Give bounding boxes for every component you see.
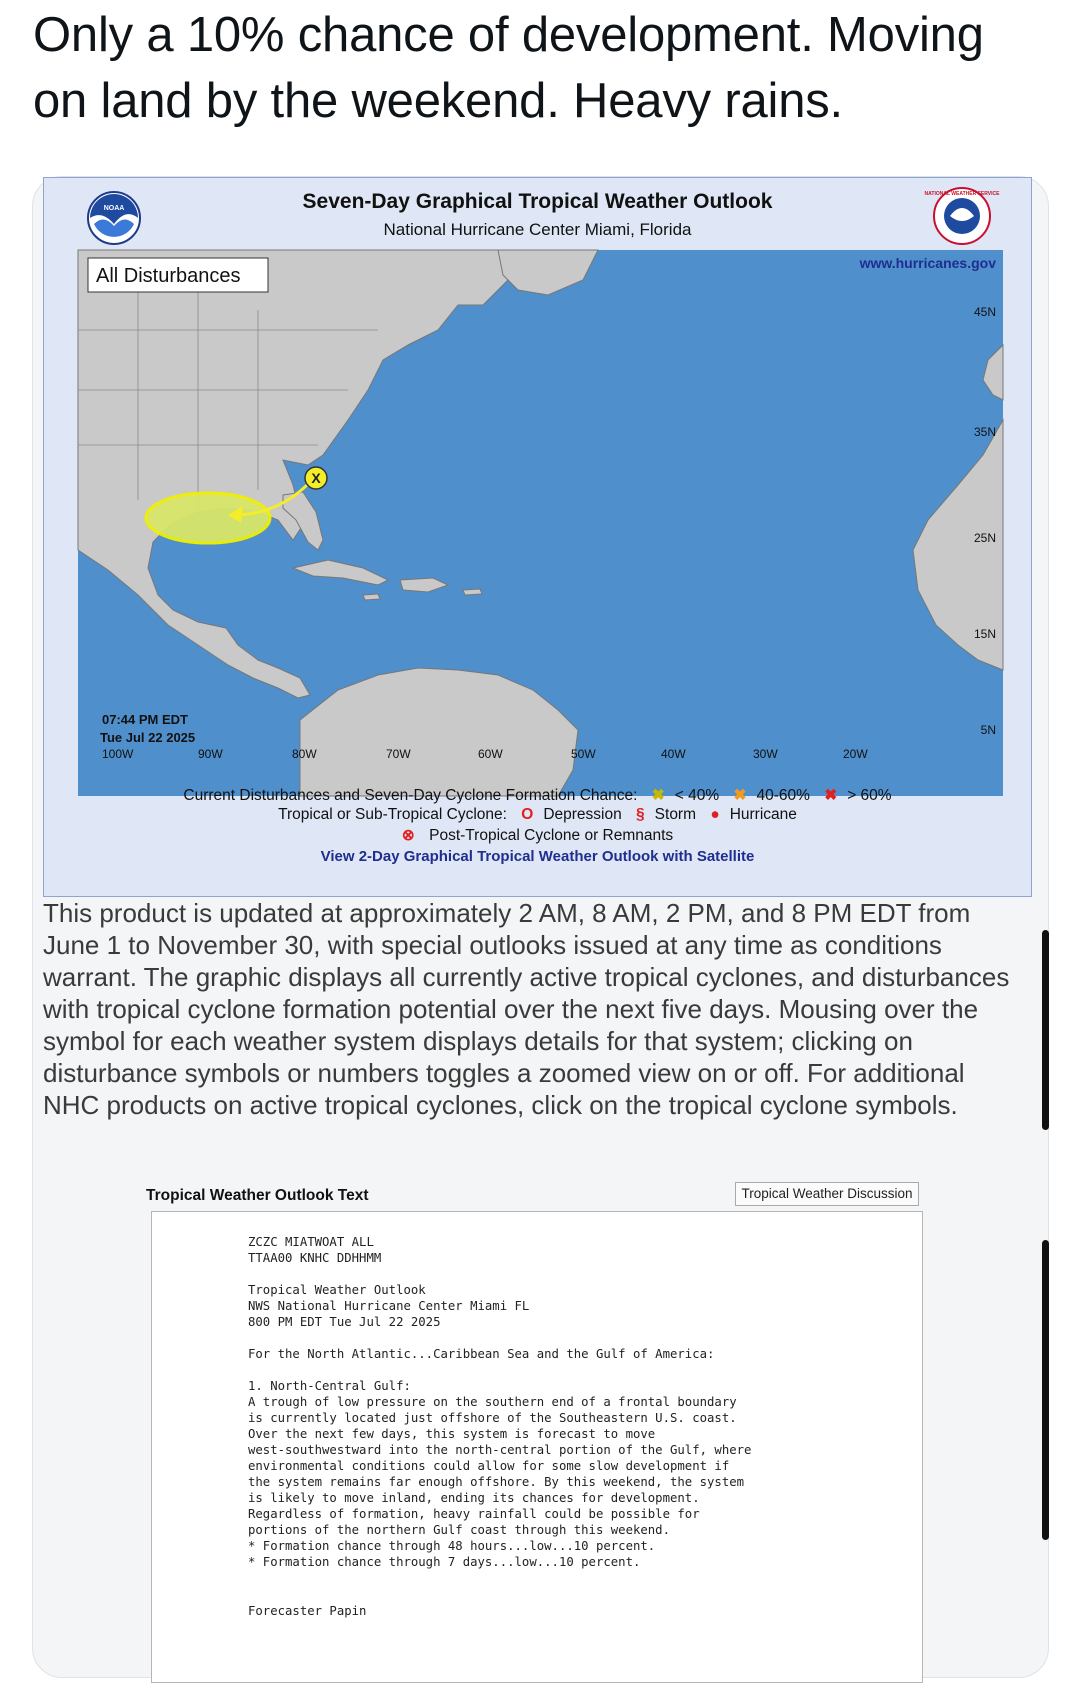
nhc-header — [44, 178, 1031, 248]
timestamp-time: 07:44 PM EDT — [102, 712, 188, 727]
legend-cyclone-label: Tropical or Sub-Tropical Cyclone: — [278, 806, 507, 823]
lon-label: 20W — [843, 747, 868, 761]
outlook-title: Seven-Day Graphical Tropical Weather Outlook — [302, 190, 773, 213]
puerto-rico-land — [463, 589, 482, 595]
outlook-subtitle: National Hurricane Center Miami, Florida — [383, 220, 692, 239]
legend-low: < 40% — [674, 787, 720, 804]
legend-row-post-tropical — [44, 826, 1031, 845]
lon-label: 30W — [753, 747, 778, 761]
legend-post-tropical: Post-Tropical Cyclone or Remnants — [429, 827, 674, 844]
lat-label: 35N — [973, 425, 996, 439]
legend-disturbance-label: Current Disturbances and Seven-Day Cyclone Formation Chance: — [183, 787, 638, 804]
scrollbar-thumb[interactable] — [1042, 930, 1049, 1130]
hurricane-icon: ● — [710, 806, 720, 823]
lon-label: 100W — [102, 747, 134, 761]
website-label: www.hurricanes.gov — [859, 255, 996, 271]
post-tropical-icon: ⊗ — [401, 827, 415, 844]
timestamp-date: Tue Jul 22 2025 — [100, 730, 196, 745]
nws-logo — [924, 186, 1000, 246]
lon-label: 50W — [571, 747, 596, 761]
outlook-text-heading: Tropical Weather Outlook Text — [146, 1187, 369, 1204]
lon-label: 80W — [292, 747, 317, 761]
lon-label: 70W — [386, 747, 411, 761]
filter-label: All Disturbances — [96, 265, 241, 287]
legend-row-disturbances — [44, 786, 1031, 805]
lat-label: 25N — [973, 531, 996, 545]
post-text: Only a 10% chance of development. Moving on land by the weekend. Heavy rains. — [33, 8, 984, 128]
lat-label: 5N — [980, 723, 996, 737]
product-description: This product is updated at approximately 2 AM, 8 AM, 2 PM, and 8 PM EDT from June 1 to November 30, with special outlooks issued at any time as conditions warrant. The graphic displays all currently active tropical cyclones, and disturbances with tropical cyclone formation potential over the next five days. Mousing over the symbol for each weather system displays details for that system; clicking on disturbance symbols or numbers toggles a zoomed view on or off. For additional NHC products on active tropical cyclones, click on the tropical cyclone symbols. — [43, 898, 1010, 1120]
legend-storm: Storm — [654, 806, 697, 823]
legend-high: > 60% — [847, 787, 892, 804]
lon-label: 90W — [198, 747, 223, 761]
lat-label: 15N — [973, 627, 996, 641]
scrollbar-thumb[interactable] — [1042, 1240, 1049, 1540]
disturbance-marker-label: X — [311, 470, 321, 486]
lat-label: 45N — [973, 305, 996, 319]
nws-logo-text: NATIONAL WEATHER SERVICE — [924, 191, 1000, 197]
forecaster-line: Forecaster Papin — [248, 1604, 367, 1618]
view-2day-link[interactable]: View 2-Day Graphical Tropical Weather Outlook with Satellite — [320, 848, 755, 865]
all-disturbances-filter — [88, 258, 268, 292]
lon-label: 40W — [661, 747, 686, 761]
lon-labels — [102, 747, 868, 761]
lon-label: 60W — [478, 747, 503, 761]
noaa-logo-text: NOAA — [103, 205, 125, 212]
legend-hurricane: Hurricane — [729, 806, 797, 823]
legend-mid: 40-60% — [756, 787, 810, 804]
storm-icon: § — [636, 806, 645, 823]
disturbance-area — [146, 493, 270, 543]
depression-icon: O — [521, 806, 534, 823]
disturbance-marker — [305, 467, 327, 489]
outlook-body: ZCZC MIATWOAT ALL TTAA00 KNHC DDHHMM Tropical Weather Outlook NWS National Hurricane Center Miami FL 800 PM EDT Tue Jul 22 2025 For the North Atlantic...Caribbean Sea and the Gulf of America: 1. North-Central Gulf: A trough of low pressure on the southern end of a frontal boundary is currently located just offshore of the Southeastern U.S. coast. Over the next few days, this system is forecast to move west-southwestward into the north-central portion of the Gulf, where environmental conditions could allow for some slow development if the system remains far enough offshore. By this weekend, the system is likely to move inland, ending its chances for development. Regardless of formation, heavy rainfall could be possible for portions of the northern Gulf coast through this weekend. * Formation chance through 48 hours...low...10 percent. * Formation chance through 7 days...low...10 percent. — [248, 1235, 752, 1569]
high-chance-icon: ✖ — [824, 787, 838, 804]
low-chance-icon: ✖ — [651, 787, 665, 804]
mid-chance-icon: ✖ — [733, 787, 747, 804]
nhc-outlook-panel — [43, 177, 1032, 897]
jamaica-land — [363, 594, 380, 600]
outlook-text-box — [151, 1211, 923, 1683]
outlook-map[interactable] — [78, 250, 1003, 796]
discussion-button[interactable]: Tropical Weather Discussion — [735, 1182, 919, 1206]
media-card[interactable] — [32, 176, 1049, 1678]
legend-row-cyclones — [44, 806, 1031, 824]
legend-depression: Depression — [543, 806, 622, 823]
